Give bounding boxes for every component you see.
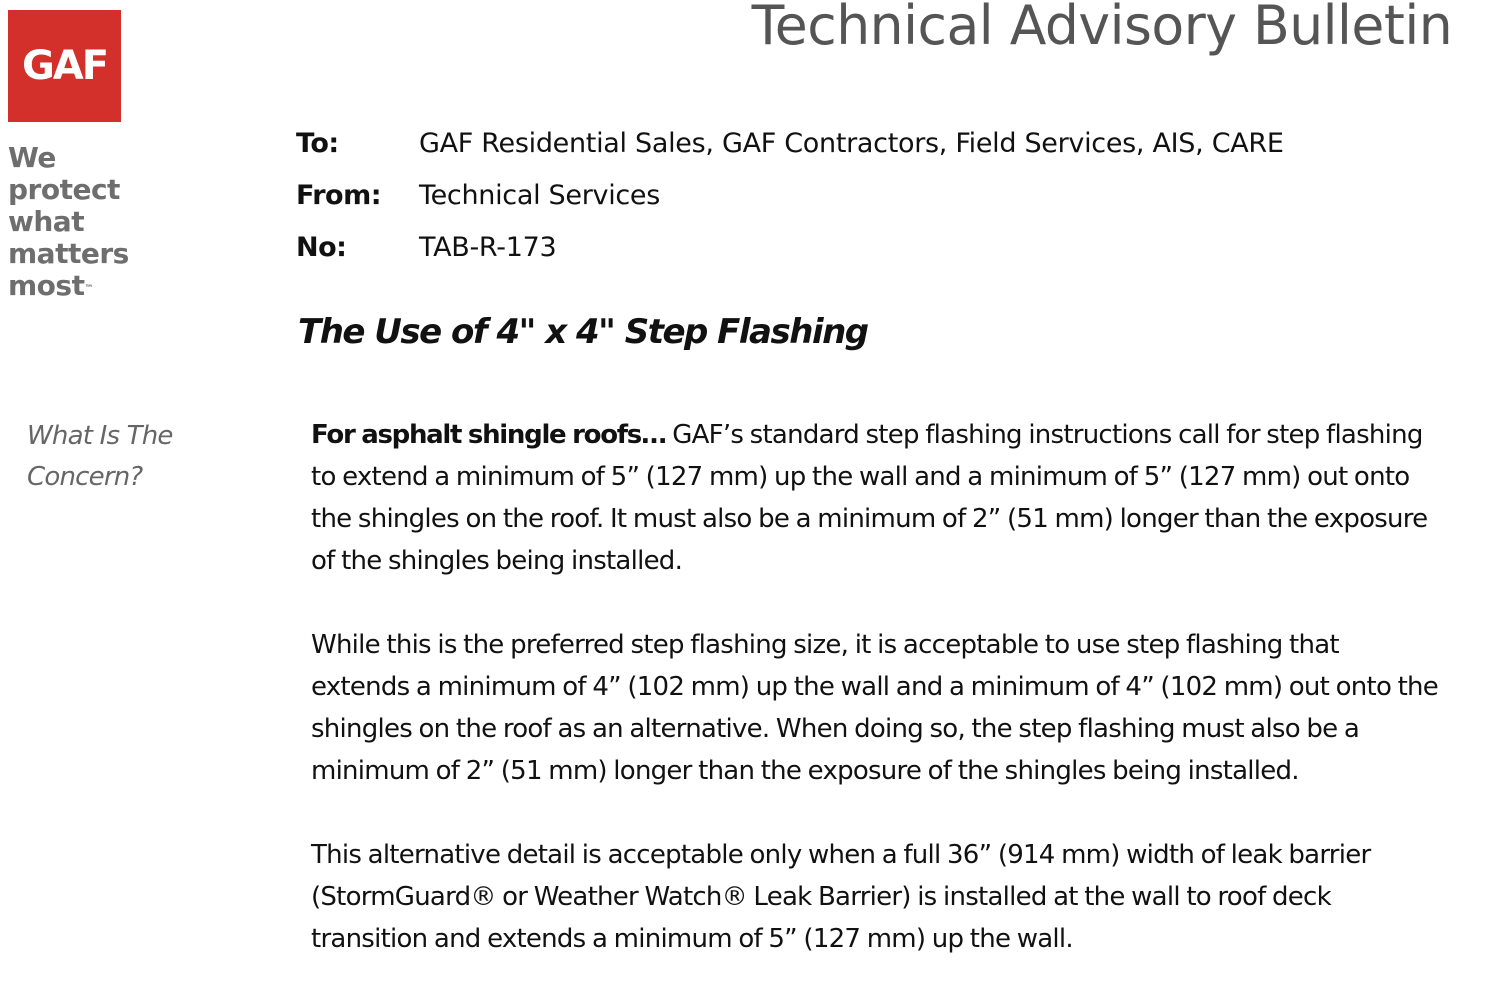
- paragraph-line: This alternative detail is acceptable only when a full 36” (914 mm) width of leak barrier: [311, 840, 1371, 870]
- section-label-line: What Is The: [27, 421, 173, 451]
- from-label: From:: [296, 180, 382, 211]
- paragraph-line: (StormGuard® or Weather Watch® Leak Barrier) is installed at the wall to roof deck: [311, 882, 1331, 912]
- paragraph-text: GAF’s standard step flashing instructions call for step flashing: [665, 420, 1423, 450]
- memo-header: [296, 128, 1284, 284]
- tagline-line: protect: [8, 173, 120, 206]
- to-row: [296, 128, 1284, 180]
- section-label-line: Concern?: [27, 462, 143, 492]
- paragraph-3: [311, 834, 1481, 960]
- brand-tagline: [8, 142, 129, 302]
- from-row: [296, 180, 1284, 232]
- number-value: TAB-R-173: [419, 232, 557, 263]
- section-label: [27, 416, 267, 498]
- paragraph-line: of the shingles being installed.: [311, 546, 683, 576]
- paragraph-line: the shingles on the roof. It must also be a minimum of 2” (51 mm) longer than the exposure: [311, 504, 1428, 534]
- tagline-word: most: [8, 269, 85, 302]
- lead-text: For asphalt shingle roofs…: [311, 420, 666, 450]
- to-value: GAF Residential Sales, GAF Contractors, Field Services, AIS, CARE: [419, 128, 1284, 159]
- tagline-line: We: [8, 141, 56, 174]
- paragraph-line: minimum of 2” (51 mm) longer than the exposure of the shingles being installed.: [311, 756, 1299, 786]
- tagline-line-last: [8, 270, 129, 302]
- bulletin-title: Technical Advisory Bulletin: [751, 0, 1452, 57]
- paragraph-line: transition and extends a minimum of 5” (127 mm) up the wall.: [311, 924, 1073, 954]
- number-row: [296, 232, 1284, 284]
- trademark-mark: ™: [84, 284, 94, 294]
- paragraph-1: [311, 414, 1481, 582]
- number-label: No:: [296, 232, 347, 263]
- tagline-line: what: [8, 205, 85, 238]
- paragraph-line: extends a minimum of 4” (102 mm) up the wall and a minimum of 4” (102 mm) out onto the: [311, 672, 1439, 702]
- to-label: To:: [296, 128, 339, 159]
- tagline-line: matters: [8, 237, 129, 270]
- logo-text: GAF: [21, 43, 108, 89]
- gaf-logo: [8, 10, 121, 122]
- paragraph-line: to extend a minimum of 5” (127 mm) up the wall and a minimum of 5” (127 mm) out onto: [311, 462, 1410, 492]
- from-value: Technical Services: [419, 180, 661, 211]
- document-title: The Use of 4" x 4" Step Flashing: [298, 312, 868, 352]
- paragraph-2: [311, 624, 1481, 792]
- paragraph-line: While this is the preferred step flashing size, it is acceptable to use step flashing that: [311, 630, 1339, 660]
- paragraph-line: shingles on the roof as an alternative. When doing so, the step flashing must also be a: [311, 714, 1360, 744]
- paragraph-line: [311, 414, 1481, 456]
- section-body: [311, 414, 1481, 1002]
